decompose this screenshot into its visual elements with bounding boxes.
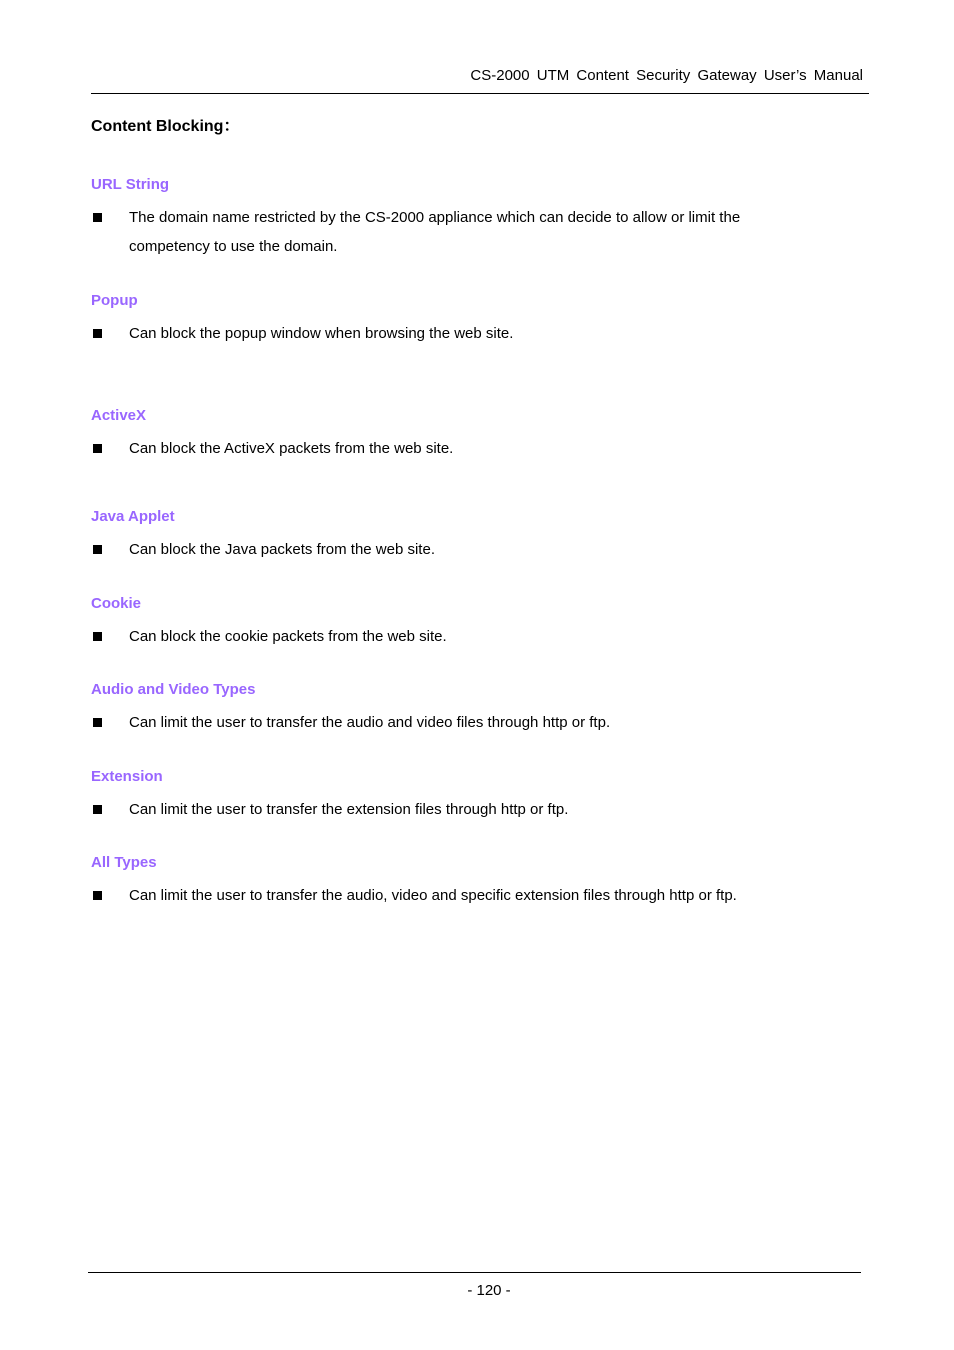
bullet-text: Can limit the user to transfer the audio, video and specific extension files through http or ftp. xyxy=(129,887,737,904)
running-header: CS-2000 UTM Content Security Gateway User’s Manual xyxy=(470,67,863,84)
section-java-applet xyxy=(91,507,851,564)
bullet-item xyxy=(91,535,851,564)
bullet-text: Can block the Java packets from the web site. xyxy=(129,541,435,558)
bullet-text: Can limit the user to transfer the extension files through http or ftp. xyxy=(129,801,569,818)
section-audio-video-types xyxy=(91,680,851,737)
bullet-text: Can limit the user to transfer the audio and video files through http or ftp. xyxy=(129,714,611,731)
square-bullet-icon xyxy=(93,213,102,222)
bullet-text-line: The domain name restricted by the CS-2000 appliance which can decide to allow or limit the xyxy=(129,209,741,226)
section-cookie xyxy=(91,594,851,651)
section-url-string xyxy=(91,175,851,261)
section-extension xyxy=(91,767,851,824)
section-heading: Java Applet xyxy=(91,508,175,525)
section-heading: Cookie xyxy=(91,595,142,612)
page-title: Content Blocking： xyxy=(91,118,240,135)
square-bullet-icon xyxy=(93,444,102,453)
square-bullet-icon xyxy=(93,329,102,338)
square-bullet-icon xyxy=(93,891,102,900)
section-heading: Extension xyxy=(91,768,163,785)
bullet-text: Can block the cookie packets from the web site. xyxy=(129,628,447,645)
page-number: - 120 - xyxy=(467,1282,511,1299)
square-bullet-icon xyxy=(93,805,102,814)
section-heading: URL String xyxy=(91,176,170,193)
section-popup xyxy=(91,291,851,348)
bullet-item xyxy=(91,622,851,651)
footer-divider xyxy=(88,1272,861,1273)
bullet-item xyxy=(91,795,851,824)
section-activex xyxy=(91,406,851,463)
bullet-text: Can block the ActiveX packets from the web site. xyxy=(129,440,454,457)
bullet-item xyxy=(91,881,851,910)
bullet-item xyxy=(91,434,851,463)
square-bullet-icon xyxy=(93,545,102,554)
bullet-item xyxy=(91,203,851,261)
square-bullet-icon xyxy=(93,718,102,727)
section-heading: Audio and Video Types xyxy=(91,681,256,698)
bullet-text-line: competency to use the domain. xyxy=(129,238,338,255)
section-heading: ActiveX xyxy=(91,407,147,424)
section-heading: All Types xyxy=(91,854,157,871)
square-bullet-icon xyxy=(93,632,102,641)
header-divider xyxy=(91,93,869,94)
section-heading: Popup xyxy=(91,292,138,309)
bullet-item xyxy=(91,319,851,348)
bullet-item xyxy=(91,708,851,737)
bullet-text: Can block the popup window when browsing the web site. xyxy=(129,325,514,342)
section-all-types xyxy=(91,853,851,910)
